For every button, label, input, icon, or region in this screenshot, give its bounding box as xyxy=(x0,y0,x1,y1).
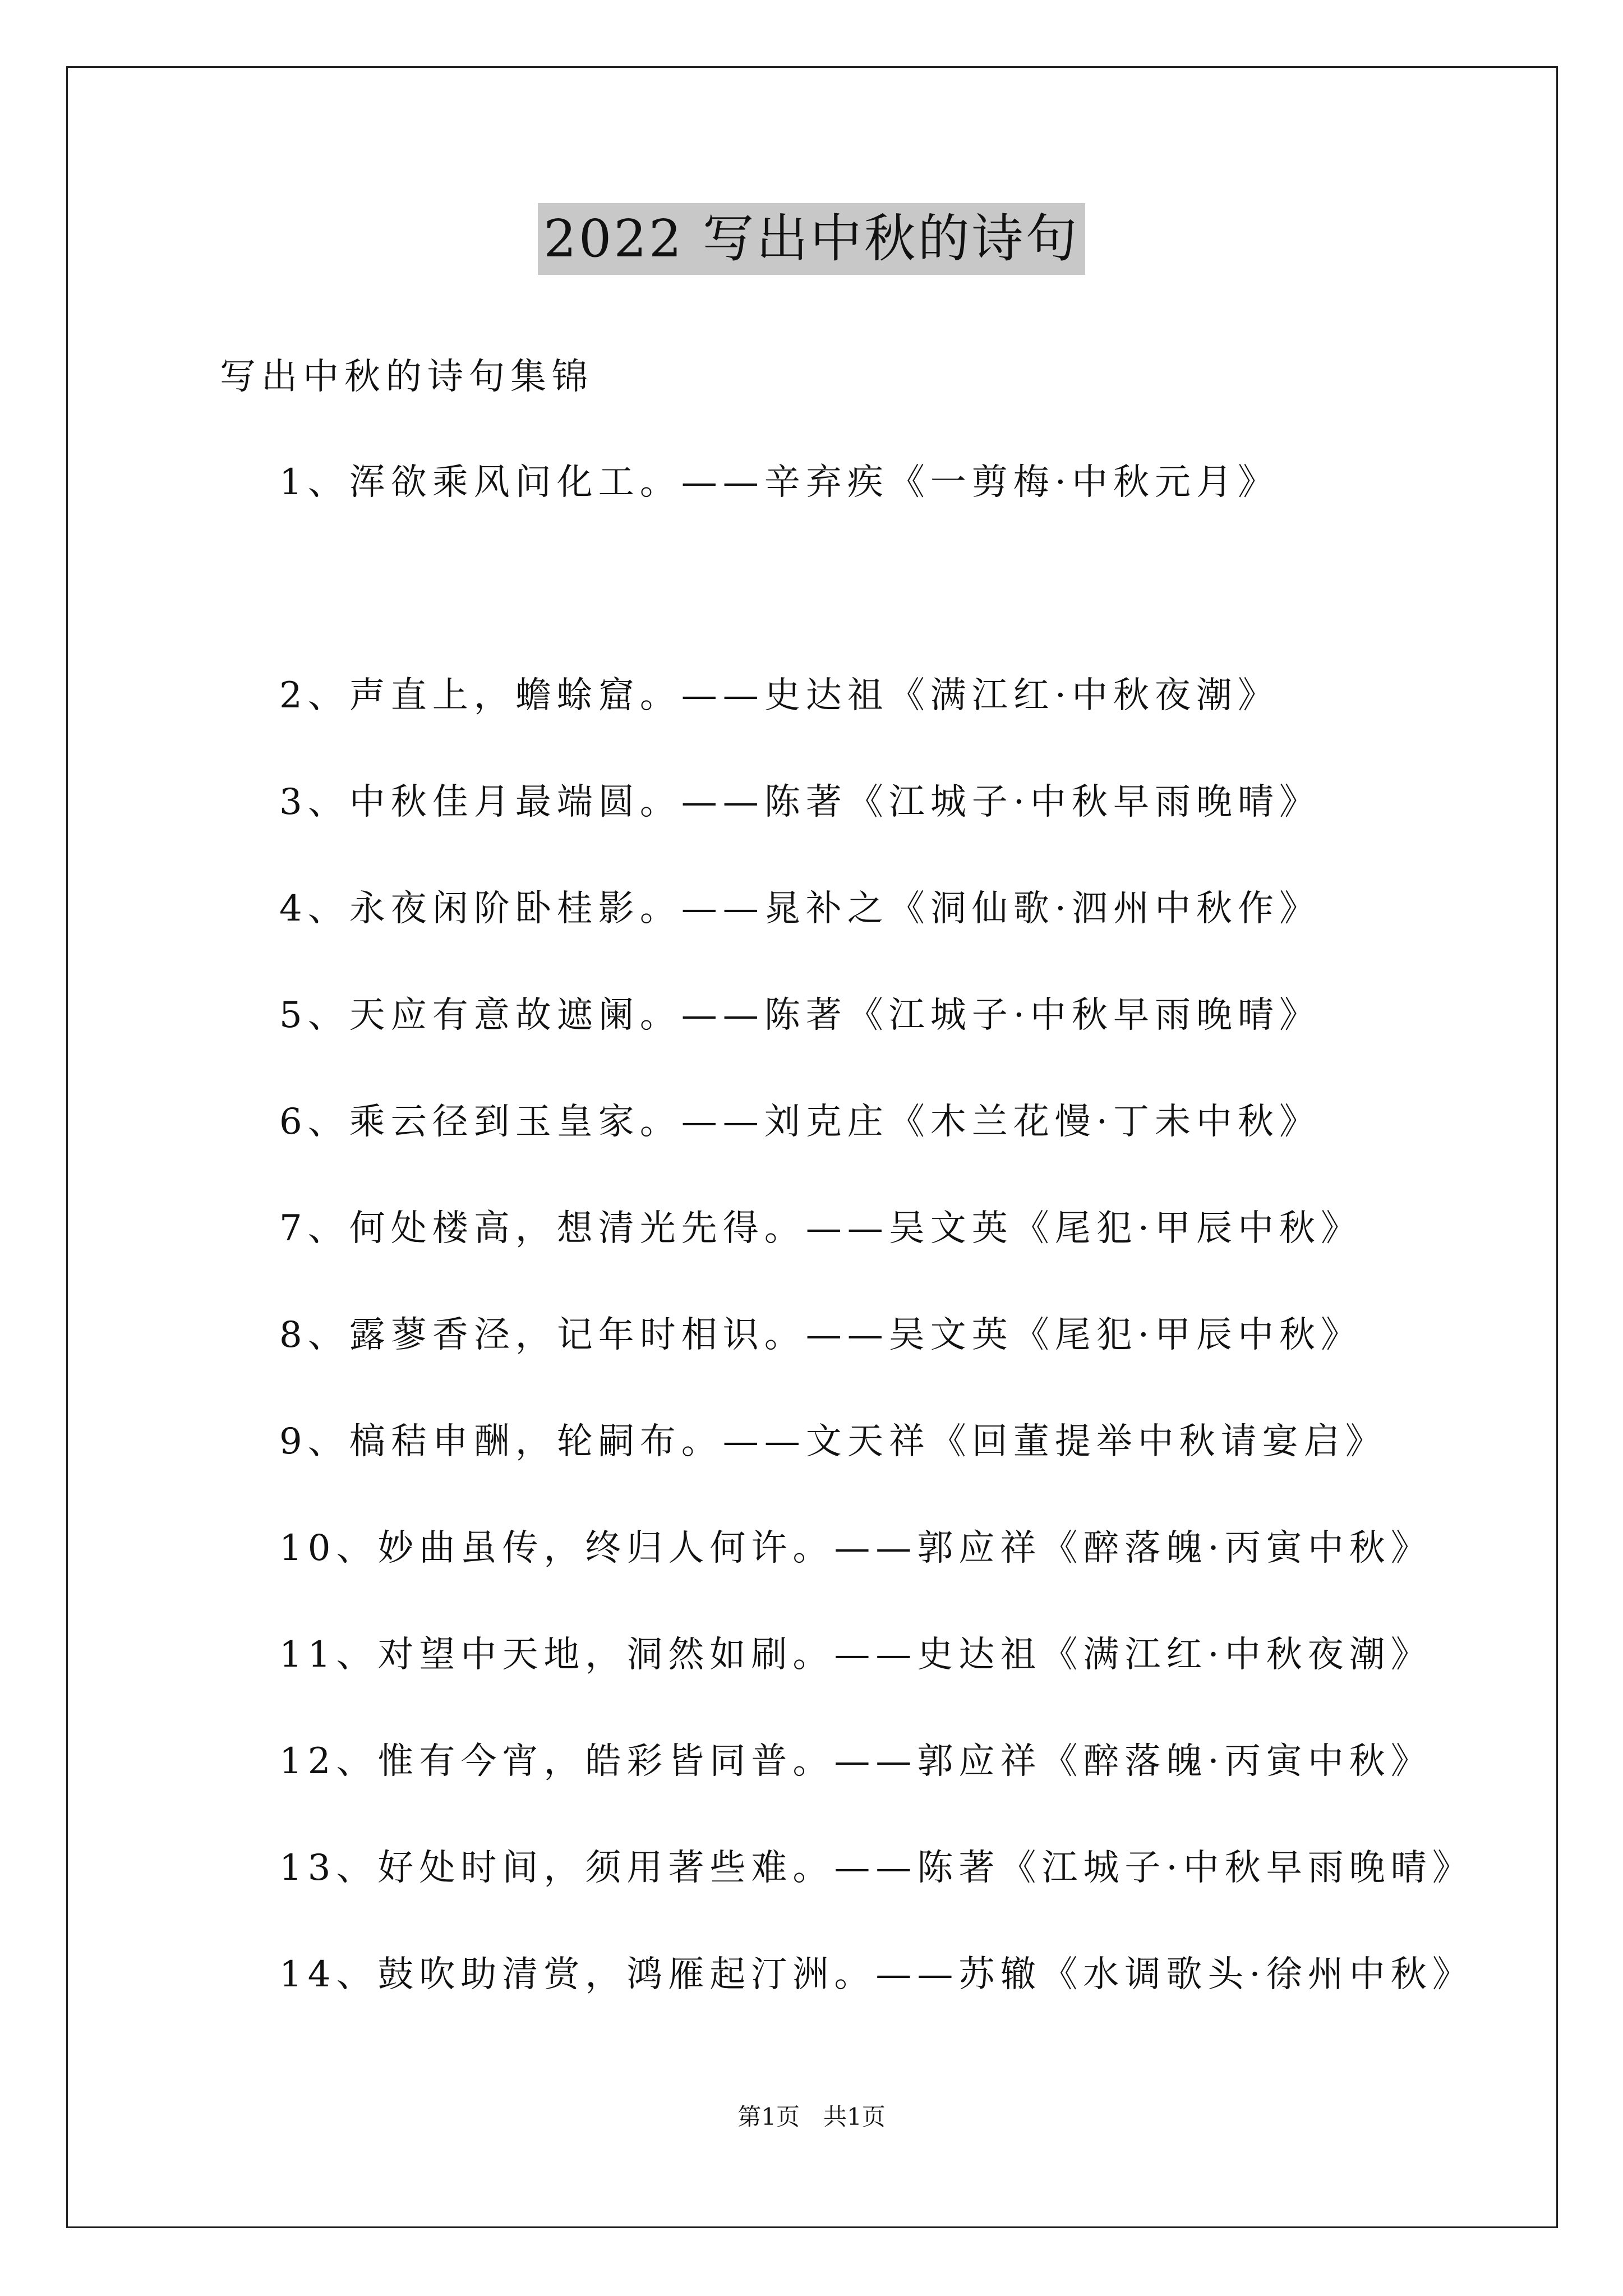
poem-line: 10、妙曲虽传，终归人何许。——郭应祥《醉落魄·丙寅中秋》 xyxy=(279,1527,1432,1569)
poem-line: 5、天应有意故遮阑。——陈著《江城子·中秋早雨晚晴》 xyxy=(279,995,1321,1036)
poem-line: 14、鼓吹助清赏，鸿雁起汀洲。——苏辙《水调歌头·徐州中秋》 xyxy=(279,1954,1474,1995)
document-title xyxy=(0,203,1623,275)
poem-line: 8、露蓼香泾，记年时相识。——吴文英《尾犯·甲辰中秋》 xyxy=(279,1314,1363,1356)
poem-line: 2、声直上，蟾蜍窟。——史达祖《满江红·中秋夜潮》 xyxy=(279,675,1280,716)
poem-line: 4、永夜闲阶卧桂影。——晁补之《洞仙歌·泗州中秋作》 xyxy=(279,888,1321,930)
document-subtitle: 写出中秋的诗句集锦 xyxy=(220,356,593,398)
poem-line: 12、惟有今宵，皓彩皆同普。——郭应祥《醉落魄·丙寅中秋》 xyxy=(279,1741,1432,1782)
poem-line: 13、好处时间，须用著些难。——陈著《江城子·中秋早雨晚晴》 xyxy=(279,1847,1474,1889)
document-title-text: 2022 写出中秋的诗句 xyxy=(538,203,1085,275)
poem-line: 9、槁秸申酬，轮嗣布。——文天祥《回董提举中秋请宴启》 xyxy=(279,1421,1387,1462)
poem-line: 7、何处楼高，想清光先得。——吴文英《尾犯·甲辰中秋》 xyxy=(279,1208,1363,1249)
poem-line: 11、对望中天地，洞然如刷。——史达祖《满江红·中秋夜潮》 xyxy=(279,1634,1432,1676)
page-footer: 第1页 共1页 xyxy=(737,2103,886,2131)
poem-line: 6、乘云径到玉皇家。——刘克庄《木兰花慢·丁未中秋》 xyxy=(279,1101,1321,1143)
poem-line: 1、浑欲乘风问化工。——辛弃疾《一剪梅·中秋元月》 xyxy=(279,462,1280,503)
poem-line: 3、中秋佳月最端圆。——陈著《江城子·中秋早雨晚晴》 xyxy=(279,781,1321,823)
